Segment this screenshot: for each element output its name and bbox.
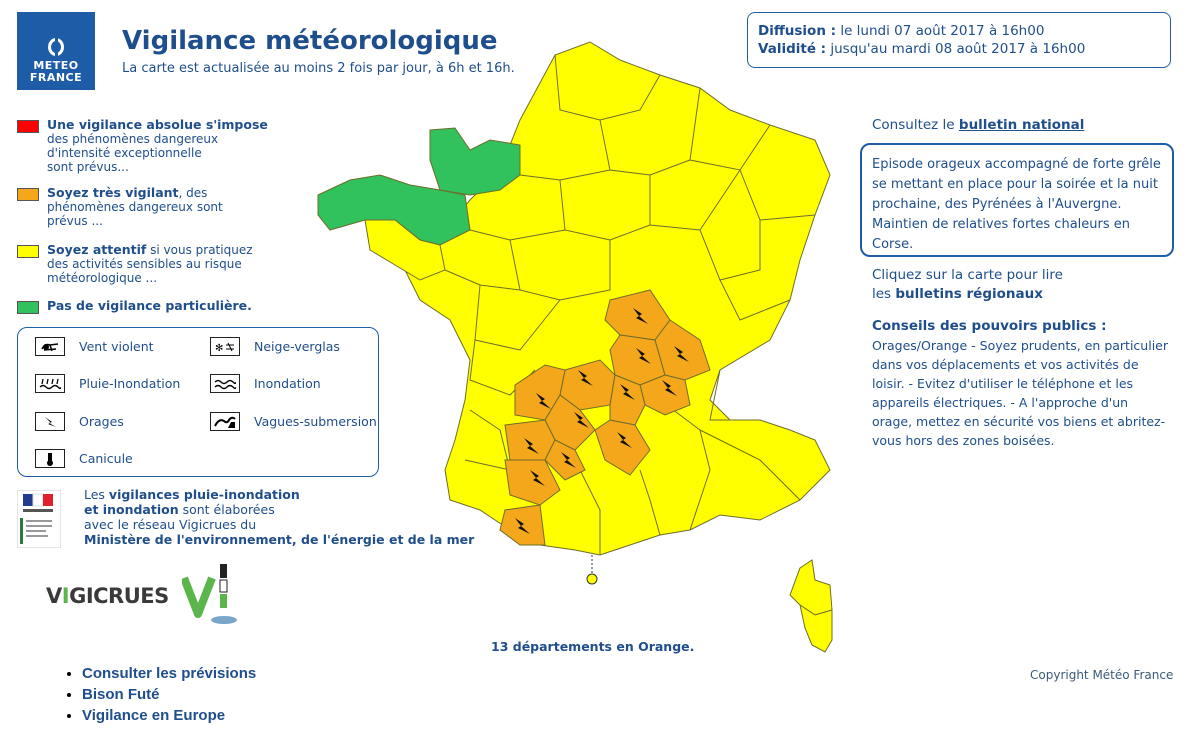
bulletin-national-link[interactable]: bulletin national bbox=[958, 117, 1085, 133]
red-swatch bbox=[17, 120, 39, 133]
meteo-france-logo[interactable] bbox=[17, 12, 95, 90]
vi-logo-icon[interactable] bbox=[182, 564, 242, 626]
public-advice bbox=[872, 317, 1172, 450]
diffusion-value: le lundi 07 août 2017 à 16h00 bbox=[840, 23, 1045, 39]
legend-wave-label: Vagues-submersion bbox=[254, 414, 377, 429]
vigicrues-line3: avec le réseau Vigicrues du bbox=[84, 517, 257, 532]
vigicrues-ministry: Ministère de l'environnement, de l'énergie et de la mer bbox=[84, 532, 475, 547]
legend-yellow bbox=[17, 243, 277, 285]
legend-snow-label: Neige-verglas bbox=[254, 339, 340, 354]
orange-text: , des phénomènes dangereux sont prévus ... bbox=[47, 186, 223, 228]
regional-bulletins-text bbox=[872, 266, 1063, 304]
red-text: des phénomènes dangereux d'intensité exceptionnelle sont prévus... bbox=[47, 132, 219, 174]
wave-submersion-icon bbox=[210, 412, 240, 431]
regional-bulletins-link[interactable]: bulletins régionaux bbox=[895, 286, 1043, 302]
rain-flood-icon bbox=[35, 374, 65, 393]
andorra-marker bbox=[587, 555, 597, 584]
legend-rain-flood bbox=[35, 374, 180, 393]
legend-heat-label: Canicule bbox=[79, 451, 133, 466]
legend-wind-label: Vent violent bbox=[79, 339, 154, 354]
yellow-text: si vous pratiquez des activités sensibles au risque météorologique ... bbox=[47, 243, 253, 285]
bulletin-prefix: Consultez le bbox=[872, 117, 959, 133]
link-vigilance-europe[interactable]: Vigilance en Europe bbox=[82, 707, 226, 724]
legend-orange bbox=[17, 186, 232, 228]
click-line2-pre: les bbox=[872, 286, 896, 302]
green-title: Pas de vigilance particulière. bbox=[47, 298, 252, 313]
diffusion-label: Diffusion : bbox=[758, 23, 837, 39]
heatwave-icon bbox=[35, 449, 65, 468]
legend-flood-label: Inondation bbox=[254, 376, 321, 391]
synthesis-box: Episode orageux accompagné de forte grêle se mettant en place pour la soirée et la nuit prochaine, des Pyrénées à l'Auvergne. Maintien de relatives fortes chaleurs en Corse. bbox=[860, 143, 1174, 257]
list-item bbox=[82, 684, 256, 705]
orange-title: Soyez très vigilant bbox=[47, 185, 179, 200]
conseils-text: Orages/Orange - Soyez prudents, en particulier dans vos déplacements et vos activités de loisir. - Evitez d'utiliser le téléphone et les appareils électriques. - A l'approche d'un orage, mettez en sécurité vos biens et abritez-vous hors des zones boisées. bbox=[872, 338, 1169, 448]
yellow-title: Soyez attentif bbox=[47, 242, 147, 257]
vigicrues-line2-bold: et inondation bbox=[84, 502, 179, 517]
logo-mark-icon bbox=[48, 38, 64, 56]
vigicrues-line2-post: sont élaborées bbox=[178, 502, 275, 517]
legend-rain-flood-label: Pluie-Inondation bbox=[79, 376, 181, 391]
logo-line2: FRANCE bbox=[29, 71, 83, 84]
snow-ice-icon bbox=[210, 337, 240, 356]
logo-line1: METEO bbox=[33, 59, 79, 72]
normandy-green[interactable] bbox=[430, 128, 520, 195]
flood-icon bbox=[210, 374, 240, 393]
orange-swatch bbox=[17, 188, 39, 201]
vigicrues-logo[interactable]: VIGICRUES bbox=[46, 584, 169, 608]
wind-icon bbox=[35, 337, 65, 356]
conseils-title: Conseils des pouvoirs publics : bbox=[872, 318, 1107, 334]
legend-storm-label: Orages bbox=[79, 414, 124, 429]
legend-heat bbox=[35, 449, 133, 468]
link-bison-fute[interactable]: Bison Futé bbox=[82, 686, 160, 703]
legend-red bbox=[17, 118, 287, 174]
page-title: Vigilance météorologique bbox=[122, 26, 498, 56]
corsica-north[interactable] bbox=[790, 560, 832, 615]
green-swatch bbox=[17, 301, 39, 314]
list-item bbox=[82, 705, 256, 726]
yellow-swatch bbox=[17, 245, 39, 258]
validite-label: Validité : bbox=[758, 41, 827, 57]
orange-count: 13 départements en Orange. bbox=[491, 639, 695, 654]
link-previsions[interactable]: Consulter les prévisions bbox=[82, 665, 257, 682]
red-title: Une vigilance absolue s'impose bbox=[47, 117, 268, 132]
storm-icon bbox=[35, 412, 65, 431]
validite-value: jusqu'au mardi 08 août 2017 à 16h00 bbox=[830, 41, 1086, 57]
vigicrues-line1-bold: vigilances pluie-inondation bbox=[108, 487, 300, 502]
page-subtitle: La carte est actualisée au moins 2 fois par jour, à 6h et 16h. bbox=[122, 61, 515, 76]
legend-storm bbox=[35, 412, 124, 431]
list-item bbox=[82, 663, 256, 684]
copyright: Copyright Météo France bbox=[1030, 668, 1174, 682]
bulletin-national-text bbox=[872, 117, 1084, 133]
footer-links bbox=[62, 663, 256, 726]
click-line1: Cliquez sur la carte pour lire bbox=[872, 267, 1063, 283]
svg-text:✻: ✻ bbox=[215, 342, 224, 353]
legend-wind bbox=[35, 337, 154, 356]
legend-green bbox=[17, 299, 287, 313]
france-vigilance-map[interactable] bbox=[300, 40, 860, 655]
vigicrues-line1-pre: Les bbox=[84, 487, 109, 502]
republique-francaise-logo bbox=[17, 490, 61, 548]
